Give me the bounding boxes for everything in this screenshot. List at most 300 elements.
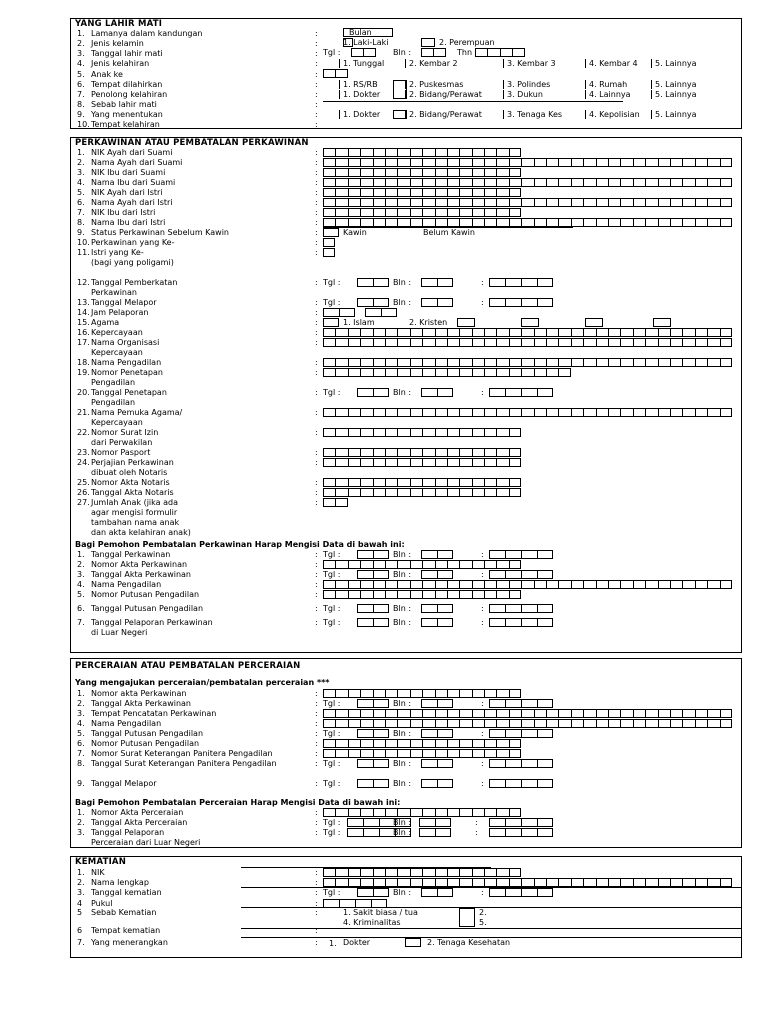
row-label: Lamanya dalam kandungan: [91, 29, 203, 38]
anak-ke-boxes[interactable]: [323, 69, 348, 79]
row-label: (bagi yang poligami): [91, 258, 174, 267]
bln-boxes[interactable]: [421, 779, 453, 789]
row-label: Tanggal Akta Perceraian: [91, 818, 188, 827]
row-label: Tanggal Putusan Pengadilan: [91, 729, 204, 738]
row-number: 2.: [77, 818, 85, 827]
row-colon: :: [315, 80, 318, 89]
tempat-line: [241, 928, 741, 929]
row-number: 21.: [77, 408, 90, 417]
row-label: dibuat oleh Notaris: [91, 468, 168, 477]
row-number: 8.: [77, 218, 85, 227]
row-colon: :: [315, 926, 318, 935]
row-label: dari Perwakilan: [91, 438, 153, 447]
row-label: Nama Pengadilan: [91, 719, 162, 728]
row-colon: :: [315, 779, 318, 788]
option-divider: [651, 59, 652, 68]
row-colon: :: [315, 70, 318, 79]
putusan-boxes[interactable]: [323, 739, 521, 749]
tgl-boxes[interactable]: [357, 699, 389, 709]
tgl-label: Tgl :: [323, 604, 341, 613]
row-label: Nama Pemuka Agama/: [91, 408, 183, 417]
name-nik-boxes[interactable]: [323, 148, 521, 158]
agama-box[interactable]: [457, 318, 475, 327]
sebab-option: 4. Kriminalitas: [343, 918, 401, 927]
row-label: agar mengisi formulir: [91, 508, 178, 517]
row-colon: :: [315, 208, 318, 217]
istri-ke-box[interactable]: [323, 248, 335, 258]
thn-boxes[interactable]: [489, 388, 553, 398]
row-label: Sebab lahir mati: [91, 100, 157, 109]
tgl-boxes[interactable]: [357, 759, 389, 769]
row-label: dan akta kelahiran anak): [91, 528, 191, 537]
bln-boxes[interactable]: [421, 729, 453, 739]
row-label: Tempat kelahiran: [91, 120, 160, 129]
tgl-label: Tgl :: [323, 550, 341, 559]
thn-colon: :: [481, 298, 484, 307]
thn-boxes[interactable]: [489, 759, 553, 769]
section-perkawinan: [70, 137, 742, 653]
row-colon: :: [315, 248, 318, 257]
row-number: 3.: [77, 168, 85, 177]
row-label: Tanggal Melapor: [91, 298, 157, 307]
tgl-label: Tgl :: [323, 388, 341, 397]
row-number: 4.: [77, 59, 85, 68]
row-colon: :: [315, 488, 318, 497]
nik-boxes[interactable]: [323, 868, 521, 878]
bln-boxes[interactable]: [421, 618, 453, 628]
row-colon: :: [315, 699, 318, 708]
tgl-boxes[interactable]: [357, 278, 389, 288]
row-label: Nama Organisasi: [91, 338, 160, 347]
option-divider: [339, 90, 340, 99]
row-colon: :: [315, 298, 318, 307]
bln-boxes[interactable]: [421, 888, 453, 898]
row-number: 8.: [77, 100, 85, 109]
row-label: Nomor Penetapan: [91, 368, 163, 377]
bln-boxes[interactable]: [421, 48, 446, 58]
row-label: Nomor Surat Izin: [91, 428, 159, 437]
row-number: 6.: [77, 198, 85, 207]
option-label: 2. Kembar 2: [409, 59, 458, 68]
nama-boxes[interactable]: [323, 878, 732, 888]
row-number: 10.: [77, 120, 90, 129]
tgl-boxes[interactable]: [357, 604, 389, 614]
name-nik-boxes[interactable]: [323, 188, 521, 198]
row-label: Istri yang Ke-: [91, 248, 144, 257]
option-label: 5. Lainnya: [655, 90, 697, 99]
bln-boxes[interactable]: [421, 388, 453, 398]
option-divider: [405, 59, 406, 68]
row-number: 7.: [77, 618, 85, 627]
agama-box[interactable]: [585, 318, 603, 327]
row-label: Tanggal Perkawinan: [91, 550, 171, 559]
thn-colon: :: [481, 729, 484, 738]
row-label: Status Perkawinan Sebelum Kawin: [91, 228, 230, 237]
row-label: Nama lengkap: [91, 878, 149, 887]
name-nik-boxes[interactable]: [323, 198, 732, 208]
thn-boxes[interactable]: [489, 278, 553, 288]
row-number: 7.: [77, 208, 85, 217]
tgl-boxes[interactable]: [357, 550, 389, 560]
tgl-label: Tgl :: [323, 729, 341, 738]
name-nik-boxes[interactable]: [323, 208, 521, 218]
agama-box[interactable]: [521, 318, 539, 327]
bln-label: Bln :: [393, 828, 412, 837]
row-label: Tanggal Putusan Pengadilan: [91, 604, 204, 613]
thn-colon: :: [481, 278, 484, 287]
panitera-boxes[interactable]: [323, 749, 521, 759]
row-colon: :: [315, 729, 318, 738]
row-label: NIK Ayah dari Suami: [91, 148, 173, 157]
row-number: 13.: [77, 298, 90, 307]
thn-label: Thn: [457, 48, 473, 57]
bln-boxes[interactable]: [419, 828, 451, 838]
jam-boxes[interactable]: [323, 308, 355, 318]
agama-box[interactable]: [323, 318, 339, 327]
laki-label: 1. Laki-Laki: [343, 38, 389, 47]
row-label: Yang menerangkan: [91, 938, 168, 947]
tgl-boxes[interactable]: [357, 888, 389, 898]
pemuka-agama-boxes[interactable]: [323, 408, 732, 418]
row-colon: :: [315, 808, 318, 817]
row-colon: :: [315, 590, 318, 599]
row-label: Tanggal kematian: [91, 888, 162, 897]
tgl-boxes[interactable]: [357, 298, 389, 308]
tgl-boxes[interactable]: [357, 729, 389, 739]
bln-label: Bln :: [393, 604, 412, 613]
option-divider: [503, 90, 504, 99]
tgl-boxes[interactable]: [357, 570, 389, 580]
row-number: 5.: [77, 590, 85, 599]
status-line: [323, 227, 573, 228]
option-divider: [585, 110, 586, 119]
bln-label: Bln :: [393, 48, 412, 57]
row-colon: :: [315, 818, 318, 827]
row-number: 1.: [77, 148, 85, 157]
row-number: 1.: [77, 808, 85, 817]
row-number: 9.: [77, 228, 85, 237]
row-label: Tanggal Akta Perkawinan: [91, 570, 191, 579]
row-label: Pengadilan: [91, 398, 136, 407]
row-colon: :: [315, 188, 318, 197]
bln-boxes[interactable]: [419, 818, 451, 828]
thn-colon: :: [481, 699, 484, 708]
sebab-option: 2.: [479, 908, 487, 917]
menerangkan-box[interactable]: [405, 938, 421, 947]
row-label: Tempat dilahirkan: [91, 80, 163, 89]
thn-boxes[interactable]: [489, 779, 553, 789]
row-number: 6.: [77, 739, 85, 748]
bln-boxes[interactable]: [421, 759, 453, 769]
row-colon: :: [315, 318, 318, 327]
akta-boxes[interactable]: [323, 689, 521, 699]
row-number: 26.: [77, 488, 90, 497]
row-number: 6.: [77, 604, 85, 613]
option-divider: [585, 90, 586, 99]
row-label: Jumlah Anak (jika ada: [91, 498, 178, 507]
tgl-label: Tgl :: [323, 570, 341, 579]
islam-label: 1. Islam: [343, 318, 375, 327]
row-colon: :: [315, 228, 318, 237]
bln-label: Bln :: [393, 888, 412, 897]
tgl-boxes[interactable]: [351, 48, 376, 58]
option-divider: [503, 110, 504, 119]
thn-boxes[interactable]: [489, 888, 553, 898]
row-number: 3.: [77, 888, 85, 897]
name-nik-boxes[interactable]: [323, 178, 732, 188]
row-number: 7.: [77, 90, 85, 99]
thn-colon: :: [481, 550, 484, 559]
row-label: Jam Pelaporan: [91, 308, 149, 317]
pasport-boxes[interactable]: [323, 448, 521, 458]
row-label: Nama Pengadilan: [91, 358, 162, 367]
nama-pengadilan-boxes[interactable]: [323, 580, 732, 590]
thn-colon: :: [481, 779, 484, 788]
row-label: Nomor Surat Keterangan Panitera Pengadilan: [91, 749, 273, 758]
row-colon: :: [315, 59, 318, 68]
tgl-label: Tgl :: [323, 298, 341, 307]
option-divider: [585, 59, 586, 68]
row-colon: :: [315, 368, 318, 377]
option-label: 5. Lainnya: [655, 110, 697, 119]
row-number: 6: [77, 926, 83, 935]
kristen-label: 2. Kristen: [409, 318, 448, 327]
row-label: Tempat kematian: [91, 926, 161, 935]
perempuan-label: 2. Perempuan: [439, 38, 495, 47]
row-number: 6.: [77, 80, 85, 89]
thn-boxes[interactable]: [489, 550, 553, 560]
bln-label: Bln :: [393, 388, 412, 397]
tgl-boxes[interactable]: [357, 388, 389, 398]
option-label: 4. Lainnya: [589, 90, 631, 99]
row-colon: :: [315, 49, 318, 58]
row-colon: :: [315, 560, 318, 569]
row-number: 24.: [77, 458, 90, 467]
tgl-boxes[interactable]: [357, 779, 389, 789]
option-divider: [503, 59, 504, 68]
section-kematian: [70, 856, 742, 958]
row-number: 3.: [77, 49, 85, 58]
option-label: 2. Bidang/Perawat: [409, 90, 482, 99]
row-colon: :: [315, 168, 318, 177]
row-label: Perkawinan: [91, 288, 137, 297]
menerangkan-option: Dokter: [343, 938, 371, 947]
row-label: Tanggal Akta Notaris: [91, 488, 174, 497]
row-label: Jenis kelamin: [91, 39, 144, 48]
option-label: 3. Kembar 3: [507, 59, 556, 68]
row-label: Tanggal Melapor: [91, 779, 157, 788]
row-number: 2.: [77, 560, 85, 569]
thn-boxes[interactable]: [489, 298, 553, 308]
organisasi-boxes[interactable]: [323, 338, 732, 348]
tgl-label: Tgl :: [323, 48, 341, 57]
row-colon: :: [315, 358, 318, 367]
row-number: 3.: [77, 828, 85, 837]
row-label: Agama: [91, 318, 120, 327]
thn-boxes[interactable]: [489, 618, 553, 628]
row-label: Perkawinan yang Ke-: [91, 238, 175, 247]
row-label: Tanggal Pelaporan Perkawinan: [91, 618, 213, 627]
bln-boxes[interactable]: [421, 298, 453, 308]
row-label: Nomor akta Perkawinan: [91, 689, 187, 698]
row-colon: :: [315, 478, 318, 487]
bln-label: Bln :: [393, 618, 412, 627]
thn-colon: :: [481, 888, 484, 897]
row-colon: :: [315, 308, 318, 317]
name-nik-boxes[interactable]: [323, 168, 521, 178]
row-colon: :: [315, 580, 318, 589]
row-number: 1.: [77, 29, 85, 38]
row-colon: :: [315, 828, 318, 837]
bln-boxes[interactable]: [421, 604, 453, 614]
row-number: 4.: [77, 580, 85, 589]
option-divider: [585, 80, 586, 89]
pengadilan-boxes[interactable]: [323, 358, 732, 368]
bln-boxes[interactable]: [421, 570, 453, 580]
pengadilan-boxes[interactable]: [323, 719, 732, 729]
row-label: Tanggal Akta Perkawinan: [91, 699, 191, 708]
row-number: 5: [77, 908, 83, 917]
option-box[interactable]: [393, 80, 407, 99]
thn-colon: :: [481, 388, 484, 397]
row-number: 16.: [77, 328, 90, 337]
row-label: Sebab Kematian: [91, 908, 157, 917]
option-divider: [339, 110, 340, 119]
row-colon: :: [315, 550, 318, 559]
option-label: 5. Lainnya: [655, 59, 697, 68]
bln-label: Bln :: [393, 818, 412, 827]
row-number: 17.: [77, 338, 90, 347]
row-label: Kepercayaan: [91, 328, 143, 337]
name-nik-boxes[interactable]: [323, 158, 732, 168]
row-colon: :: [315, 428, 318, 437]
tgl-label: Tgl :: [323, 278, 341, 287]
tgl-label: Tgl :: [323, 828, 341, 837]
row-colon: :: [315, 278, 318, 287]
menerangkan-option: 2. Tenaga Kesehatan: [427, 938, 511, 947]
option-divider: [339, 59, 340, 68]
tanggal-notaris-boxes[interactable]: [323, 488, 521, 498]
row-colon: :: [315, 198, 318, 207]
thn-boxes[interactable]: [489, 828, 553, 838]
row-label: NIK Ibu dari Suami: [91, 168, 166, 177]
pukul-line: [241, 907, 741, 908]
row-number: 20.: [77, 388, 90, 397]
row-colon: :: [315, 238, 318, 247]
option-divider: [651, 110, 652, 119]
thn-boxes[interactable]: [489, 729, 553, 739]
row-colon: :: [315, 604, 318, 613]
row-label: NIK Ayah dari Istri: [91, 188, 163, 197]
akta-perkawinan-boxes[interactable]: [323, 560, 521, 570]
option-label: 2. Bidang/Perawat: [409, 110, 482, 119]
jumlah-anak-boxes[interactable]: [323, 498, 348, 508]
akta-notaris-boxes[interactable]: [323, 478, 521, 488]
akta-cerai-boxes[interactable]: [323, 808, 521, 818]
row-colon: :: [315, 749, 318, 758]
thn-boxes[interactable]: [489, 699, 553, 709]
thn-colon: :: [481, 618, 484, 627]
bln-label: Bln :: [393, 278, 412, 287]
row-number: 8.: [77, 759, 85, 768]
bulan-label: Bulan: [349, 28, 372, 37]
row-number: 2.: [77, 158, 85, 167]
surat-izin-boxes[interactable]: [323, 428, 521, 438]
gender-box-2[interactable]: [421, 38, 435, 47]
thn-boxes[interactable]: [489, 818, 553, 828]
row-number: 4: [77, 899, 83, 908]
bln-label: Bln :: [393, 550, 412, 559]
row-number: 11.: [77, 248, 90, 257]
thn-colon: :: [475, 818, 478, 827]
putusan-boxes[interactable]: [323, 590, 521, 600]
row-colon: :: [315, 689, 318, 698]
row-label: Tanggal Pelaporan: [91, 828, 165, 837]
kepercayaan-boxes[interactable]: [323, 328, 732, 338]
bln-label: Bln :: [393, 779, 412, 788]
option-divider: [651, 80, 652, 89]
row-label: NIK Ibu dari Istri: [91, 208, 156, 217]
bln-boxes[interactable]: [421, 550, 453, 560]
row-number: 2.: [77, 699, 85, 708]
row-number: 22.: [77, 428, 90, 437]
row-colon: :: [315, 408, 318, 417]
row-label: NIK: [91, 868, 105, 877]
sebab-box[interactable]: [459, 908, 475, 927]
perjanjian-boxes[interactable]: [323, 458, 521, 468]
thn-boxes[interactable]: [475, 48, 525, 58]
row-label: Nama Ayah dari Istri: [91, 198, 173, 207]
bln-boxes[interactable]: [421, 699, 453, 709]
nomor-penetapan-boxes[interactable]: [323, 368, 571, 378]
row-number: 15.: [77, 318, 90, 327]
agama-box[interactable]: [653, 318, 671, 327]
row-number: 5.: [77, 729, 85, 738]
row-number: 12.: [77, 278, 90, 287]
bln-label: Bln :: [393, 729, 412, 738]
row-label: Jenis kelahiran: [91, 59, 150, 68]
menit-boxes[interactable]: [365, 308, 397, 318]
row-colon: :: [315, 878, 318, 887]
row-number: 18.: [77, 358, 90, 367]
row-number: 1.: [77, 550, 85, 559]
perkawinan-ke-box[interactable]: [323, 238, 335, 248]
row-label: Yang menentukan: [91, 110, 163, 119]
row-number: 4.: [77, 719, 85, 728]
row-colon: :: [315, 388, 318, 397]
kawin-label: Kawin: [343, 228, 367, 237]
row-label: Tempat Pencatatan Perkawinan: [91, 709, 217, 718]
row-label: Perceraian dari Luar Negeri: [91, 838, 201, 847]
row-label: Pukul: [91, 899, 113, 908]
row-colon: :: [315, 148, 318, 157]
tgl-boxes[interactable]: [357, 618, 389, 628]
thn-boxes[interactable]: [489, 604, 553, 614]
row-number: 14.: [77, 308, 90, 317]
status-box[interactable]: [323, 228, 339, 237]
bln-boxes[interactable]: [421, 278, 453, 288]
thn-boxes[interactable]: [489, 570, 553, 580]
option-label: 3. Dukun: [507, 90, 543, 99]
row-number: 2.: [77, 39, 85, 48]
row-label: Kepercayaan: [91, 418, 143, 427]
row-label: Nomor Putusan Pengadilan: [91, 590, 200, 599]
tgl-label: Tgl :: [323, 759, 341, 768]
option-box[interactable]: [393, 110, 407, 119]
row-number: 1.: [77, 689, 85, 698]
row-number: 7.: [77, 749, 85, 758]
tempat-boxes[interactable]: [323, 709, 732, 719]
